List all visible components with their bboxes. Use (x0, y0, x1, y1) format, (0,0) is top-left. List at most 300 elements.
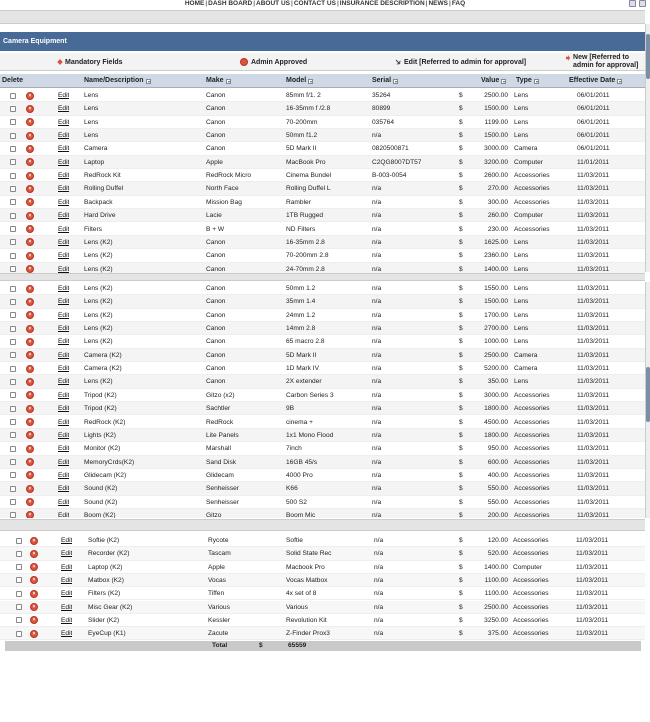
edit-link[interactable]: Edit (58, 418, 70, 426)
cell-make: RedRock (206, 418, 234, 426)
delete-checkbox[interactable] (10, 472, 16, 478)
delete-checkbox[interactable] (10, 432, 16, 438)
edit-link[interactable]: Edit (58, 311, 70, 319)
cell-name: Camera (84, 145, 108, 153)
delete-icon[interactable]: × (30, 590, 38, 598)
delete-checkbox[interactable] (16, 631, 22, 637)
cell-serial: n/a (374, 590, 384, 598)
cell-date: 06/01/2011 (577, 105, 610, 113)
delete-icon[interactable]: × (26, 118, 34, 126)
delete-icon[interactable]: × (26, 185, 34, 193)
cell-date: 11/03/2011 (577, 238, 610, 246)
delete-checkbox[interactable] (10, 379, 16, 385)
table-header (0, 74, 645, 88)
cell-date: 11/03/2011 (576, 563, 609, 571)
edit-link[interactable]: Edit (58, 225, 70, 233)
delete-checkbox[interactable] (10, 419, 16, 425)
edit-link[interactable]: Edit (58, 351, 70, 359)
cell-currency: $ (459, 391, 463, 399)
cell-type: Camera (514, 145, 538, 153)
cell-date: 11/03/2011 (577, 431, 610, 439)
delete-checkbox[interactable] (10, 352, 16, 358)
cell-model: Carbon Series 3 (286, 391, 334, 399)
delete-checkbox[interactable] (10, 499, 16, 505)
delete-checkbox[interactable] (10, 146, 16, 152)
table-row (0, 349, 645, 362)
cell-date: 11/03/2011 (577, 378, 610, 386)
delete-checkbox[interactable] (16, 591, 22, 597)
sort-icon[interactable] (501, 79, 506, 84)
delete-icon[interactable]: × (30, 537, 38, 545)
edit-link[interactable]: Edit (61, 576, 73, 584)
delete-icon[interactable]: × (26, 265, 34, 273)
cell-make: Rycote (208, 537, 229, 544)
delete-checkbox[interactable] (16, 617, 22, 623)
delete-checkbox[interactable] (10, 133, 16, 139)
delete-checkbox[interactable] (10, 366, 16, 372)
cell-value: 1700.00 (484, 311, 508, 319)
cell-currency: $ (459, 576, 463, 584)
cell-currency: $ (459, 418, 463, 426)
edit-link[interactable]: Edit (61, 630, 73, 638)
cell-currency: $ (459, 485, 463, 493)
nav-link-contact-us[interactable]: CONTACT US (293, 0, 336, 7)
delete-icon[interactable]: × (30, 630, 38, 638)
nav-link-faq[interactable]: FAQ (451, 0, 466, 7)
delete-icon[interactable]: × (26, 405, 34, 413)
cell-make: Kessler (208, 616, 230, 624)
edit-link[interactable]: Edit (58, 378, 70, 386)
cell-type: Accessories (514, 418, 550, 426)
cell-serial: 35264 (372, 92, 391, 99)
delete-icon[interactable]: × (26, 158, 34, 166)
cell-value: 4500.00 (484, 418, 508, 426)
edit-link[interactable]: Edit (58, 325, 70, 333)
cell-make: Vocas (208, 576, 226, 584)
delete-checkbox[interactable] (10, 186, 16, 192)
edit-link[interactable]: Edit (61, 537, 73, 544)
cell-date: 11/01/2011 (577, 158, 610, 166)
delete-icon[interactable]: × (26, 458, 34, 466)
delete-icon[interactable]: × (26, 351, 34, 359)
cell-value: 2600.00 (484, 172, 508, 180)
delete-icon[interactable]: × (26, 92, 34, 100)
cell-value: 260.00 (487, 212, 508, 220)
delete-checkbox[interactable] (10, 93, 16, 99)
cell-serial: n/a (372, 445, 382, 453)
maximize-icon[interactable] (639, 0, 646, 7)
delete-checkbox[interactable] (10, 312, 16, 318)
cell-currency: $ (459, 511, 463, 518)
edit-link[interactable]: Edit (58, 498, 70, 506)
edit-link[interactable]: Edit (58, 118, 70, 126)
edit-link[interactable]: Edit (58, 405, 70, 413)
column-header-effective-date[interactable]: Effective Date (569, 74, 622, 88)
cell-type: Accessories (513, 576, 549, 584)
table-row (0, 534, 645, 547)
edit-link[interactable]: Edit (58, 365, 70, 373)
table-row (0, 102, 645, 115)
cell-make: Various (208, 603, 230, 611)
table-row (0, 402, 645, 415)
delete-icon[interactable]: × (26, 285, 34, 293)
edit-link[interactable]: Edit (61, 590, 73, 598)
cell-name: Lens (K2) (84, 311, 113, 319)
edit-link[interactable]: Edit (58, 105, 70, 113)
cell-name: Lens (K2) (84, 298, 113, 306)
edit-link[interactable]: Edit (58, 158, 70, 166)
cell-name: Tripod (K2) (84, 405, 117, 413)
delete-icon[interactable]: × (26, 212, 34, 220)
delete-icon[interactable]: × (26, 252, 34, 260)
edit-link[interactable]: Edit (58, 285, 70, 292)
delete-icon[interactable]: × (30, 603, 38, 611)
total-row (5, 641, 641, 651)
nav-link-about-us[interactable]: ABOUT US (256, 0, 290, 7)
cell-value: 2360.00 (484, 252, 508, 260)
cell-model: 16GB 45/s (286, 458, 318, 466)
table-row (0, 375, 645, 388)
cell-type: Accessories (514, 498, 550, 506)
column-header-name-description[interactable]: Name/Description (84, 74, 151, 88)
legend-mandatory: Mandatory Fields (58, 53, 123, 71)
edit-link[interactable]: Edit (58, 431, 70, 439)
column-header-serial[interactable]: Serial (372, 74, 398, 88)
cell-type: Accessories (513, 590, 549, 598)
equipment-table-section-1 (0, 89, 645, 271)
scrollbar[interactable] (645, 24, 650, 272)
nav-link-insurance-description[interactable]: INSURANCE DESCRIPTION (339, 0, 425, 7)
cell-currency: $ (459, 458, 463, 466)
edit-link[interactable]: Edit (58, 511, 70, 518)
cell-model: Softie (286, 537, 303, 544)
column-header-model[interactable]: Model (286, 74, 313, 88)
total-label: Total (212, 642, 228, 649)
cell-type: Accessories (514, 471, 550, 479)
cell-currency: $ (459, 252, 463, 260)
cell-type: Lens (514, 265, 529, 273)
sort-icon[interactable] (617, 79, 622, 84)
cell-name: Laptop (K2) (88, 563, 123, 571)
edit-link[interactable]: Edit (61, 550, 73, 558)
cell-make: Canon (206, 311, 226, 319)
delete-checkbox[interactable] (10, 106, 16, 112)
cell-make: Canon (206, 325, 226, 333)
delete-icon[interactable]: × (26, 498, 34, 506)
delete-icon[interactable]: × (26, 198, 34, 206)
cell-name: Misc Gear (K2) (88, 603, 133, 611)
mandatory-icon (57, 59, 63, 65)
table-row (0, 509, 645, 518)
edit-link[interactable]: Edit (58, 298, 70, 306)
delete-icon[interactable]: × (30, 576, 38, 584)
cell-date: 11/03/2011 (577, 225, 610, 233)
cell-make: Canon (206, 285, 226, 292)
delete-icon[interactable]: × (26, 418, 34, 426)
cell-model: Various (286, 603, 308, 611)
cell-make: Canon (206, 265, 226, 273)
cell-serial: n/a (372, 298, 382, 306)
cell-currency: $ (459, 172, 463, 180)
cell-model: cinema + (286, 418, 313, 426)
cell-serial: C2QG8007DT57 (372, 158, 422, 166)
cell-make: Gitzo (206, 511, 222, 518)
cell-make: Canon (206, 238, 226, 246)
scrollbar-2[interactable] (645, 282, 650, 518)
cell-currency: $ (459, 471, 463, 479)
edit-link[interactable]: Edit (61, 563, 73, 571)
delete-icon[interactable]: × (26, 511, 34, 518)
cell-make: Tascam (208, 550, 231, 558)
table-row (0, 389, 645, 402)
delete-icon[interactable]: × (26, 238, 34, 246)
edit-link[interactable]: Edit (58, 252, 70, 260)
legend-approved: Admin Approved (240, 53, 307, 71)
delete-icon[interactable]: × (26, 471, 34, 479)
delete-checkbox[interactable] (10, 339, 16, 345)
cell-currency: $ (459, 298, 463, 306)
delete-checkbox[interactable] (10, 266, 16, 272)
table-row (0, 547, 645, 560)
cell-currency: $ (459, 550, 463, 558)
cell-value: 1800.00 (484, 405, 508, 413)
table-row (0, 416, 645, 429)
edit-link[interactable]: Edit (58, 198, 70, 206)
delete-checkbox[interactable] (10, 286, 16, 292)
edit-link[interactable]: Edit (58, 185, 70, 193)
cell-date: 11/03/2011 (577, 405, 610, 413)
cell-serial: n/a (372, 238, 382, 246)
column-header-value[interactable]: Value (481, 74, 506, 88)
cell-type: Camera (514, 351, 538, 359)
cell-model: Z-Finder Prox3 (286, 630, 330, 638)
cell-date: 11/03/2011 (577, 338, 610, 346)
cell-value: 200.00 (487, 511, 508, 518)
cell-make: Canon (206, 145, 226, 153)
delete-checkbox[interactable] (10, 253, 16, 259)
edit-link[interactable]: Edit (58, 265, 70, 273)
nav-link-news[interactable]: NEWS (428, 0, 448, 7)
delete-icon[interactable]: × (26, 391, 34, 399)
delete-icon[interactable]: × (26, 311, 34, 319)
sort-icon[interactable] (534, 79, 539, 84)
sort-icon[interactable] (308, 79, 313, 84)
delete-icon[interactable]: × (26, 105, 34, 113)
cell-type: Accessories (514, 405, 550, 413)
edit-link[interactable]: Edit (58, 132, 70, 140)
edit-link[interactable]: Edit (58, 445, 70, 453)
cell-model: Vocas Matbox (286, 576, 328, 584)
table-row (0, 116, 645, 129)
nav-separator: | (425, 0, 428, 7)
nav-separator: | (290, 0, 293, 7)
cell-date: 11/03/2011 (577, 365, 610, 373)
delete-icon[interactable]: × (26, 145, 34, 153)
cell-model: 5D Mark II (286, 145, 317, 153)
nav-separator: | (336, 0, 339, 7)
toolbar-strip (0, 10, 645, 24)
cell-value: 1500.00 (484, 105, 508, 113)
nav-separator: | (253, 0, 256, 7)
edit-link[interactable]: Edit (58, 458, 70, 466)
column-header-type[interactable]: Type (516, 74, 539, 88)
table-row (0, 156, 645, 169)
cell-type: Accessories (514, 445, 550, 453)
sort-icon[interactable] (226, 79, 231, 84)
delete-checkbox[interactable] (10, 119, 16, 125)
delete-checkbox[interactable] (10, 226, 16, 232)
sort-icon[interactable] (393, 79, 398, 84)
cell-serial: n/a (372, 511, 382, 518)
delete-checkbox[interactable] (10, 406, 16, 412)
edit-link[interactable]: Edit (61, 616, 73, 624)
delete-checkbox[interactable] (16, 538, 22, 544)
delete-icon[interactable]: × (26, 445, 34, 453)
cell-serial: n/a (374, 563, 384, 571)
edit-link[interactable]: Edit (58, 145, 70, 153)
delete-checkbox[interactable] (10, 299, 16, 305)
cell-type: Accessories (514, 225, 550, 233)
delete-icon[interactable]: × (30, 616, 38, 624)
delete-checkbox[interactable] (16, 551, 22, 557)
cell-model: 5D Mark II (286, 351, 317, 359)
cell-make: Canon (206, 92, 226, 99)
edit-link[interactable]: Edit (58, 172, 70, 180)
delete-checkbox[interactable] (10, 392, 16, 398)
delete-checkbox[interactable] (10, 199, 16, 205)
delete-checkbox[interactable] (16, 564, 22, 570)
cell-type: Lens (514, 92, 529, 99)
edit-link[interactable]: Edit (58, 92, 70, 99)
cell-name: Lens (K2) (84, 265, 113, 273)
cell-currency: $ (459, 445, 463, 453)
delete-checkbox[interactable] (10, 512, 16, 518)
cell-name: RedRock (K2) (84, 418, 126, 426)
cell-currency: $ (459, 616, 463, 624)
approved-icon (240, 58, 248, 66)
table-row (0, 601, 645, 614)
cell-make: Canon (206, 351, 226, 359)
cell-date: 11/03/2011 (577, 185, 610, 193)
cell-type: Lens (514, 105, 529, 113)
delete-icon[interactable]: × (30, 550, 38, 558)
edit-link[interactable]: Edit (58, 338, 70, 346)
edit-link[interactable]: Edit (58, 485, 70, 493)
cell-type: Lens (514, 325, 529, 333)
delete-checkbox[interactable] (10, 326, 16, 332)
cell-currency: $ (459, 185, 463, 193)
edit-link[interactable]: Edit (61, 603, 73, 611)
delete-icon[interactable]: × (26, 365, 34, 373)
delete-checkbox[interactable] (10, 446, 16, 452)
delete-checkbox[interactable] (16, 577, 22, 583)
cell-serial: n/a (374, 603, 384, 611)
nav-link-dash-board[interactable]: DASH BOARD (208, 0, 253, 7)
delete-icon[interactable]: × (26, 378, 34, 386)
cell-value: 375.00 (487, 630, 508, 638)
delete-icon[interactable]: × (26, 298, 34, 306)
delete-icon[interactable]: × (26, 338, 34, 346)
edit-link[interactable]: Edit (58, 238, 70, 246)
cell-model: 50mm 1.2 (286, 285, 316, 292)
cell-name: RedRock Kit (84, 172, 121, 180)
cell-type: Lens (514, 238, 529, 246)
cell-date: 11/03/2011 (577, 325, 610, 333)
delete-icon[interactable]: × (30, 563, 38, 571)
cell-model: 500 S2 (286, 498, 307, 506)
table-row (0, 322, 645, 335)
cell-date: 11/03/2011 (577, 445, 610, 453)
edit-link[interactable]: Edit (58, 212, 70, 220)
cell-model: Rambler (286, 198, 311, 206)
cell-date: 11/03/2011 (576, 603, 609, 611)
cell-value: 2500.00 (484, 603, 508, 611)
cell-serial: n/a (372, 351, 382, 359)
cell-model: 9B (286, 405, 295, 413)
delete-checkbox[interactable] (16, 604, 22, 610)
delete-checkbox[interactable] (10, 159, 16, 165)
cell-date: 11/03/2011 (577, 298, 610, 306)
cell-make: Canon (206, 298, 226, 306)
cell-model: Macbook Pro (286, 563, 325, 571)
delete-icon[interactable]: × (26, 431, 34, 439)
cell-date: 11/03/2011 (576, 537, 609, 544)
cell-date: 06/01/2011 (577, 92, 610, 99)
cell-name: MemoryCrds(K2) (84, 458, 135, 466)
delete-checkbox[interactable] (10, 239, 16, 245)
cell-value: 1550.00 (484, 285, 508, 292)
cell-currency: $ (459, 563, 463, 571)
delete-icon[interactable]: × (26, 325, 34, 333)
cell-serial: 0820500871 (372, 145, 409, 153)
delete-icon[interactable]: × (26, 225, 34, 233)
cell-serial: n/a (372, 198, 382, 206)
cell-date: 11/03/2011 (577, 471, 610, 479)
equipment-table-section-3 (0, 534, 645, 641)
cell-name: Slider (K2) (88, 616, 120, 624)
cell-model: Revolution Kit (286, 616, 327, 624)
minimize-icon[interactable] (629, 0, 636, 7)
cell-type: Lens (514, 298, 529, 306)
cell-type: Accessories (513, 537, 549, 544)
cell-value: 3000.00 (484, 145, 508, 153)
cell-currency: $ (459, 590, 463, 598)
column-header-make[interactable]: Make (206, 74, 231, 88)
nav-link-home[interactable]: HOME (184, 0, 205, 7)
cell-currency: $ (459, 198, 463, 206)
cell-currency: $ (459, 311, 463, 319)
cell-make: Canon (206, 365, 226, 373)
delete-icon[interactable]: × (26, 132, 34, 140)
cell-serial: n/a (372, 458, 382, 466)
cell-name: Lights (K2) (84, 431, 116, 439)
cell-type: Accessories (514, 511, 550, 518)
delete-checkbox[interactable] (10, 173, 16, 179)
delete-icon[interactable]: × (26, 485, 34, 493)
new-arrow-icon (566, 55, 570, 61)
sort-icon[interactable] (146, 79, 151, 84)
cell-date: 11/03/2011 (577, 311, 610, 319)
delete-icon[interactable]: × (26, 172, 34, 180)
cell-make: North Face (206, 185, 239, 193)
delete-checkbox[interactable] (10, 486, 16, 492)
delete-checkbox[interactable] (10, 459, 16, 465)
edit-link[interactable]: Edit (58, 391, 70, 399)
delete-checkbox[interactable] (10, 213, 16, 219)
cell-model: MacBook Pro (286, 158, 326, 166)
edit-link[interactable]: Edit (58, 471, 70, 479)
nav-separator: | (205, 0, 208, 7)
